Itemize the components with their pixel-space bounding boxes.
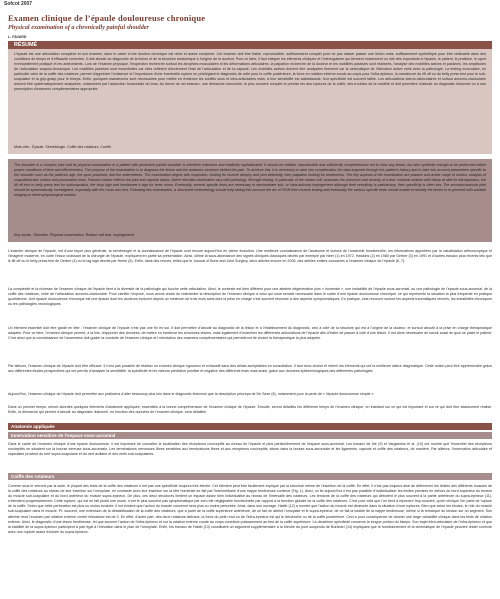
intro-paragraph-3: Un élément essentiel doit être gardé en tête : l’examen clinique de l’épaule n’est pas une fin en soi. Il doit permettre d’aboutir au diagnostic de la lésion et à l’établissement du diagnostic, ceci à côté de la structure qui est à l’origine de la douleur, et surtout aboutir à la prise en charge thérapeutique adaptée. Pour ce faire, l’examen clinique permet, à la fois, d’apporter des données, de mettre en évidence les structures lésées, mais également d’examiner les différentes articulations de l’épaule afin d’éviter de passer à côté d’une lésion. Il est alors nécessaire de savoir aussi de quoi se plaint le patient. C’est ainsi que la connaissance de l’anamnèse doit guider la conduite de l’examen clinique et l’orientation des examens complémentaires qui permettront de choisir la thérapeutique la plus adaptée. — [8, 326, 492, 341]
intro-paragraph-2: La complexité et la richesse de l’examen clinique de l’épaule tient à la diversité de la pathologie qui touche cette articulation. Ainsi, le contexte est bien différent pour une atteinte dégénérative plus « humérale », une instabilité de l’épaule sous-acromial, ou une pathologie de l’épaule sous-acromial, de la coiffe des rotateurs, voire de l’articulation acromio-claviculaire. Pour clarifier l’exposé, nous avons choisi de restreindre la description de l’examen clinique à celui qui nous semble nécessaire dans le cadre d’une épaule douloureuse chronique, ce qui représente la situation la plus fréquente en pratique quotidienne. Une épaule douloureuse chronique est une épaule dont les douleurs évoluent depuis un minimum de trois mois sans dont la prise en charge s’est souvent résumée à des aspects symptomatiques. En pratique, cela recouvre surtout les aspects traumatiques récents, les instabilités chroniques ou les pathologies neurologiques. — [8, 287, 492, 307]
coiffe-paragraph: Comme nous le verrons par la suite, le plupart des tests de la coiffe des rotateurs n’ont pas une spécificité toujours très élevée. Cet élément peut être facilement expliqué par la structure même de l’insertion de la coiffe. En effet, il n’est pas toujours aisé de déterminer les limites des différents muscles de la coiffe des rotateurs au niveau de leur insertion sur l’omoplate, en contraste avec leur insertion sur la tête humérale se fait par l’intermédiaire d’une nappe tendineuse continue (Fig. 1). Ainsi, on lie aujourd’hui n’est pas possible d’individualiser les limites précises en dehors du bord supérieur du tendon du muscle sub-scapulaire et du bord antérieur du muscle supra-épineux. De plus, ces deux structures limitent un espace assez bien individualisé au niveau de l’intervalle des rotateurs. Les tendons de la coiffe des rotateurs qui débutent le plus souvent à la partie antérieure du supra-épineux (11), s’étendent progressivement. Cette rupture, qui est en fait plutôt une usure, n’est le plus souvent pas symptomatique par son rôle négligeable fonctionnelle par rapport à la fonction globale de la coiffe des rotateurs. C’est pour cela que l’on tend à répondre trop souvent, qu’en clinique l’on parle de rupture de la coiffe. Selon que cette perforation est plus ou moins évoluée, il est évident que l’action du muscle concerné sera plus ou moins perturbée. Ainsi, dans son ouvrage, Habib (12) a montré que l’action du muscle est diminuée dans la situation d’une ruptures. Bien que selon les études, le rôle du muscle sub-scapulaire dans le muscle. Pr. souvent, une extension de la déstabilisation de la coiffe des rotateurs, que à partir de la coiffe supérieure antérieure, de ce fait on atteint l’omoplate et le supra-épineux, de ce fait la totalité de la nappe tendineuse, même si la remarque du tendon sur un segment. Son atteinte rend l’examen par rotation externe contre résistance est de 0. En effet, d’autre part, des deux rotateurs latéraux, la force du petit rond ou de l’infra-épineux est qui le déclenche ou de la coiffe postérieure. Ceci a pour conséquence de donner une large variabilité clinique dans les tests de rotation externe. Ainsi, le diagnostic d’une lésion tendineuse, tel que souvent l’action de l’infra-épineux et sur la rotation externe coude au corps contribue puissamment au test de la coiffe supérieure. La deuxième spécificité concerne la longue portion du biceps. Son trajet intra-articulaire de l’infra-épineux et que la stabilité de la supra-épineux participent à part égal à l’élévation dans le plan de l’omoplate. Enfin, les travaux de Habib (13) constituent un argument supplémentaire à la théorie du pont suspendu de Burkhart (14) expliquant que le fonctionnement et la cinématique de l’épaule peuvent rester correcte avec une rupture assez évoluée du supra-épineux. — [8, 484, 492, 534]
abstract-text: The shoulder is a complex joint and its physical examination in a patient with persistent painful shoulder is therefore extensive and relatively sophisticated. It should be reliable, reproducible and sufficiently comprehensive not to miss any lesion, but also synthetic enough to be performed within proper conditions of time and effectiveness. The purpose of the examination is to diagnose the lesion and the anatomic structure behind the pain. To achieve this, it is necessary to take into consideration the data acquired through the patient’s history and to take into account parameters specific to the shoulder such as the patient’s age, the sport practised, and the antecedents. The examination begins with inspection, looking for muscle atrophy and joint deformity, then palpation looking for tenderness. The key aspects of the examination are passive and active range of motion, analysis of scapulothoracic motion and provocation tests. Passive motion reflects the joint and capsule status. Active elevation kinematics vary with pathology. Strength testing, in particular of the rotator cuff, assesses the presence and severity of a tear: external rotation with elbow at side for infraspinatus, the lift off test or belly press test for subscapularis, the drop sign and hornblower’s sign for teres minor. Eventually, several specific tests are necessary to demonstrate sub- or intra-articular impingement although their sensitivity is satisfactory, their specificity is often low. The acromioclavicular joint should be systematically investigated, especially with the cross arm test. Following this examination, a structured methodology should help taking into account the arc of ROM then muscle testing and eventually the various specific tests should enable to identify the lesion or to proceed with suitable imaging or electrophysiological studies. — [14, 163, 486, 198]
article-subtitle: Physical examination of a chronically painful shoulder — [8, 24, 149, 31]
intro-paragraph-6: Dans un premier temps, seront abordés quelques éléments d’anatomie appliquée, essentiels à la bonne compréhension de l’examen clinique de l’épaule. Ensuite, seront détaillés les différents temps de l’examen clinique, en insistant sur ce qui est important et sur ce qui doit être absolument réalisé. Enfin, la démarche qui permet d’aboutir au diagnostic lésionnel, en fonction des données de l’examen clinique, sera détaillée. — [8, 405, 492, 415]
resume-heading: RÉSUMÉ — [14, 42, 38, 48]
journal-name: Sofcot 2007 — [4, 1, 33, 7]
subsection-heading-bar — [8, 473, 492, 480]
abstract-box — [8, 159, 492, 242]
subsection-heading-bar — [8, 432, 492, 439]
subsection-heading-innervation: Innervation sensitive de l’espace sous-acromial — [11, 433, 116, 438]
article-title: Examen clinique de l’épaule douloureuse chronique — [8, 13, 206, 23]
subsection-heading-coiffe: Coiffe des rotateurs — [11, 474, 55, 479]
innervation-paragraph: Dans le cadre de l’examen clinique d’une épaule douloureuse, il est important de connaître la localisation des récepteurs nociceptifs au niveau de l’épaule et plus particulièrement de l’espace sous-acromial. Les travaux de Ide (9) et Vangsness et al. (10) ont montré que l’essentiel des récepteurs nociceptifs se situaient sur la bourse séreuse sous-acromiale. Les terminaisons nerveuses libres sensibles aux terminaisons libres et aux récepteurs nociceptifs, situés dans la bourse sous-acromiale et les ligaments, capsule et coiffe des rotateurs, de manière. Par ailleurs, l’innervation articulaire et capsulaire provient du nerf supra-scapulaire et du nerf axillaire et des nerfs sub-scapulaires. — [8, 442, 492, 457]
intro-paragraph-4: Par ailleurs, l’examen clinique de l’épaule doit être efficace. Il n’est pas possible de réaliser un examen clinique rigoureux et exhaustif dans des délais acceptables en consultation. Il faut donc choisir et retenir les éléments qui ont la meilleure valeur diagnostique. Cette notion peut être appréhendée grâce aux différentes études prospectives qui ont permis d’analyser la sensibilité, la spécificité et les valeurs prédictive positive et négative des différents tests mais aussi, grâce aux données épidémiologiques des différentes pathologies. — [8, 364, 492, 374]
resume-keywords: Mots clés : Épaule. Séméiologie. Coiffe des rotateurs. Conflit. — [14, 145, 112, 149]
section-heading: Anatomie appliquée — [11, 424, 55, 429]
abstract-keywords: Key words : Shoulder. Physical examination. Rotator cuff tear. Impingement. — [14, 233, 135, 237]
intro-paragraph-1: L’examen clinique de l’épaule, est d’une façon plus générale, la séméiologie et la connaissance de l’épaule sont encore aujourd’hui en pleine évolution. Une meilleure connaissance de l’anatomie et surtout de l’anatomie fonctionnelle, les informations apportées par la visualisation arthroscopique et l’imagerie moderne, en outre l’essor croissant de la chirurgie de l’épaule, expliquent en partie sa présentation. Ainsi, ultime la sous-abondance des signes cliniques classiques décrits par exemple par Neer (1) en 1972, Hawkins (2) en 1980 par Gerber (3) en 1991 et d’autres travaux plus récents tels que le lift off ou le belly press test de Gerber (4) ou le lag sign décrits par Hertel (5). Enfin, dans des revues, telles que le Journal of Bone and Joint Surgery, deux articles encore en 2005, des articles entiers consacrés à l’examen clinique de l’épaule (6, 7). — [8, 249, 492, 264]
author: L. FAVARD — [8, 35, 27, 39]
resume-text: L’épaule est une articulation complexe et son examen, dans le cadre d’une douleur chronique est riche et assez complexe. Cet examen doit être fiable, reproductible, suffisamment complet pour ne pas laisser passer une lésion mais, suffisamment synthétique pour être réalisable dans des conditions de temps et d’efficacité correctes. Il doit aboutir au diagnostic de la lésion et de la structure anatomique à l’origine de la douleur. Pour ce faire, il faut intégrer les éléments cliniques et l’interrogatoire qui tiennent notamment un rôle très importants à l’épaule, le patient, le praticien, le sport éventuellement pratiqué et les antécédents. Lors de l’examen physique, l’inspection recherche surtout les atrophies musculaires et les déformations articulaires, la palpation recherche de la douleur et les mobilités passives sont réalisées, l’analyse des mobilités actives et passives, les amplitudes de l’articulation scapulo-thoracique. Les mobilités passives sont essentielles car elles reflètent directement l’état de l’articulation et de la capsule. Les mobilités actives doivent être analysées finement car la cinématique de l’élévation active varie avec la pathologie. La testing musculaire, en particulier celui de la coiffe des rotateurs, permet d’apprécier l’existence et l’importance d’une éventuelle rupture en privilégiant le diagnostic de celle pour la coiffe postérieure, la force en rotation externe coude au corps pour l’infra-épineux, la manœuvre du lift off ou du belly press test pour le sub-scapulaire et la grip-grasp pour le biceps. Enfin, quelques manœuvres sont nécessaires pour mettre en évidence les conflits sous et intra-articulaires mais, à leur sensibilité est satisfaisante, leur spécificité est souvent faible. Les articulations sterno-claviculaires et surtout acromio-claviculaire doivent être systématiquement analysées, notamment par l’adduction horizontale du bras. Au terme de cet examen, une démarche structurée, le plus souvent complet et précise les des ruptures de la coiffe, des troubles de la mobilité et doit permettre d’aboutir au diagnostic lésionnel ou à une prescription d’examens complémentaires appropriée. — [14, 52, 486, 92]
section-heading-bar — [8, 423, 492, 430]
resume-box — [8, 41, 492, 154]
resume-heading-bar — [8, 41, 492, 49]
page-header — [0, 0, 500, 8]
intro-paragraph-5: Aujourd’hui, l’examen clinique de l’épaule doit permettre aux praticiens d’aller beaucoup plus loin dans le diagnostic lésionnel que la description princeps de De Sèze (8), notamment pour la perte de « l’épaule douloureuse simple ». — [8, 392, 375, 396]
